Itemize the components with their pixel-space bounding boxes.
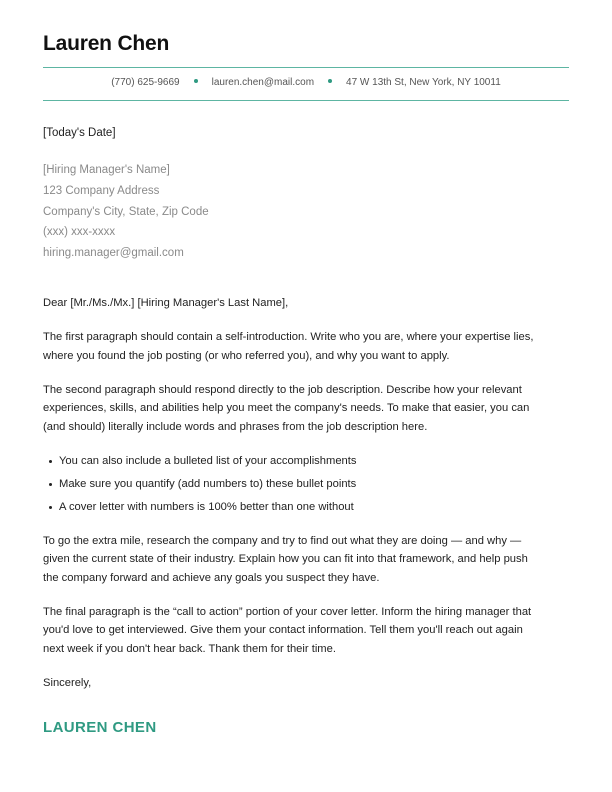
paragraph-research: To go the extra mile, research the company and try to find out what they are doing — and why — given the current state of their industry. Explain how you can fit into that framework, and help push the company forward and achieve any goals you suspect they have. [43,534,528,584]
applicant-phone: (770) 625-9669 [111,77,180,88]
signature-name: LAUREN CHEN [43,719,157,736]
paragraph-intro: The first paragraph should contain a self-introduction. Write who you are, where your expertise lies, where you found the job posting (or who referred you), and why you want to apply. [43,331,534,362]
applicant-address: 47 W 13th St, New York, NY 10011 [346,77,501,88]
applicant-email: lauren.chen@mail.com [211,77,315,88]
contact-info-bar [43,77,569,88]
list-item: You can also include a bulleted list of your accomplishments [59,452,543,471]
letter-body [43,294,543,708]
closing: Sincerely, [43,676,92,689]
header-bottom-divider [43,100,569,101]
recipient-address: 123 Company Address [43,184,160,197]
recipient-name: [Hiring Manager's Name] [43,164,170,176]
paragraph-call-to-action: The final paragraph is the “call to action” portion of your cover letter. Inform the hiring manager that you'd love to get interviewed. Give them your contact information. Tell them you'll reach out again next week if you don't hear back. Thank them for their time. [43,605,532,655]
applicant-name: Lauren Chen [43,32,170,55]
separator-dot-icon [194,79,198,83]
list-item: Make sure you quantify (add numbers to) these bullet points [59,475,543,494]
accomplishments-list [43,452,543,517]
recipient-city: Company's City, State, Zip Code [43,205,209,218]
paragraph-job-fit: The second paragraph should respond directly to the job description. Describe how your relevant experiences, skills, and abilities help you meet the company's needs. To make that easier, you can (and should) literally include words and phrases from the job description here. [43,383,530,433]
salutation: Dear [Mr./Ms./Mx.] [Hiring Manager's Last Name], [43,297,289,309]
separator-dot-icon [328,79,332,83]
recipient-email: hiring.manager@gmail.com [43,247,184,260]
list-item: A cover letter with numbers is 100% better than one without [59,498,543,517]
header-top-divider [43,67,569,68]
letter-date: [Today's Date] [43,127,116,139]
recipient-phone: (xxx) xxx-xxxx [43,226,116,239]
recipient-block [43,160,209,264]
